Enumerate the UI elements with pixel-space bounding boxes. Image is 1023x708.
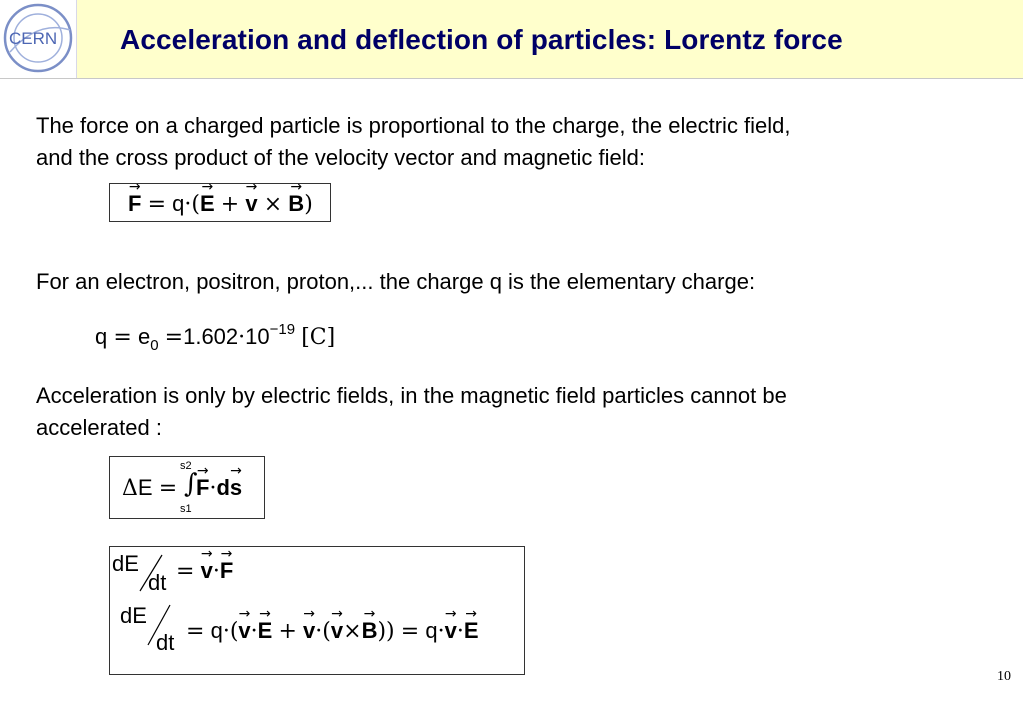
force-vector: → F [128,193,141,215]
integral-lower-limit: s1 [180,503,192,515]
cern-logo-icon [0,0,76,78]
plus-sign: + [278,619,297,644]
power-equations-box [109,546,525,675]
charge-symbol: q [172,191,185,216]
dot-operator: · [222,619,230,644]
dot-operator: · [250,619,258,644]
left-paren: ( [191,192,200,217]
subscript-zero: 0 [150,337,159,354]
power2-rhs [186,620,479,643]
cross-operator: × [343,619,362,644]
dot-operator: · [456,619,464,644]
equals-sign: = [158,476,178,501]
lorentz-equation [128,193,313,216]
slide-title: Acceleration and deflection of particles: Lorentz force [120,24,843,55]
paragraph-acceleration-line2: accelerated : [36,415,162,440]
electric-field-vector-2: → E [464,620,479,642]
dot-operator: · [315,619,323,644]
paragraph-acceleration-line1: Acceleration is only by electric fields, in the magnetic field particles cannot be [36,383,787,408]
exponent: −19 [269,321,296,338]
lorentz-equation-box [109,183,331,222]
power2-denominator: dt [156,630,175,655]
right-parens: )) [377,619,395,644]
force-vector: → F [196,477,209,499]
velocity-vector: → v [245,193,257,215]
charge-equation [95,321,336,354]
cern-logo [0,0,77,78]
magnetic-field-vector: → B [362,620,378,642]
charge-symbol: q [95,324,108,349]
power1-denominator: dt [148,570,167,595]
power1-rhs [176,560,233,583]
velocity-vector-2: → v [445,620,457,642]
charge-value: 1.602 [183,324,239,349]
electric-field-vector: → E [200,193,215,215]
cross-operator: × [263,192,283,217]
force-vector: → F [220,560,233,582]
equals-sign-2: = [164,325,184,350]
energy-delta [122,477,177,500]
paragraph-force-line1: The force on a charged particle is proportional to the charge, the electric field, [36,113,791,138]
power2-numerator: dE [120,603,147,628]
energy-integral-box [109,456,265,519]
page-number: 10 [997,669,1011,684]
energy-symbol: E [137,475,153,500]
path-vector: → s [230,477,242,499]
velocity-vector: → v [238,620,250,642]
charge-symbol-2: q [425,618,438,643]
velocity-vector: → v [303,620,315,642]
velocity-vector: → v [331,620,343,642]
right-paren: ) [304,192,313,217]
slide-header [0,0,1023,79]
dot-operator: · [212,559,220,584]
integrand [196,477,242,500]
power1-numerator: dE [112,551,139,576]
dot-operator: · [209,476,217,501]
equals-sign-2: = [400,619,420,644]
logo-text: CERN [9,29,58,48]
dot-operator: · [437,619,445,644]
power-base: 10 [245,324,270,349]
equals-sign: = [147,192,167,217]
integral-sign: ∫ [184,469,198,499]
electric-field-vector: → E [258,620,273,642]
equals-sign: = [176,559,195,584]
charge-symbol: q [210,618,223,643]
magnetic-field-vector: → B [288,193,304,215]
velocity-vector: → v [201,560,213,582]
left-paren: ( [229,619,239,644]
delta-symbol: Δ [122,476,138,501]
paragraph-charge: For an electron, positron, proton,... the charge q is the elementary charge: [36,269,756,294]
equals-sign: = [186,619,205,644]
differential-d: d [216,475,230,500]
plus-sign: + [220,192,240,217]
dot-operator: · [238,325,246,350]
unit-coulomb: [C] [301,325,336,350]
dot-operator: · [184,192,192,217]
integral-upper-limit: s2 [180,460,192,472]
paragraph-force-line2: and the cross product of the velocity vector and magnetic field: [36,145,645,170]
elementary-charge-symbol: e [137,324,151,349]
equals-sign: = [113,325,132,350]
left-paren-2: ( [322,619,331,644]
